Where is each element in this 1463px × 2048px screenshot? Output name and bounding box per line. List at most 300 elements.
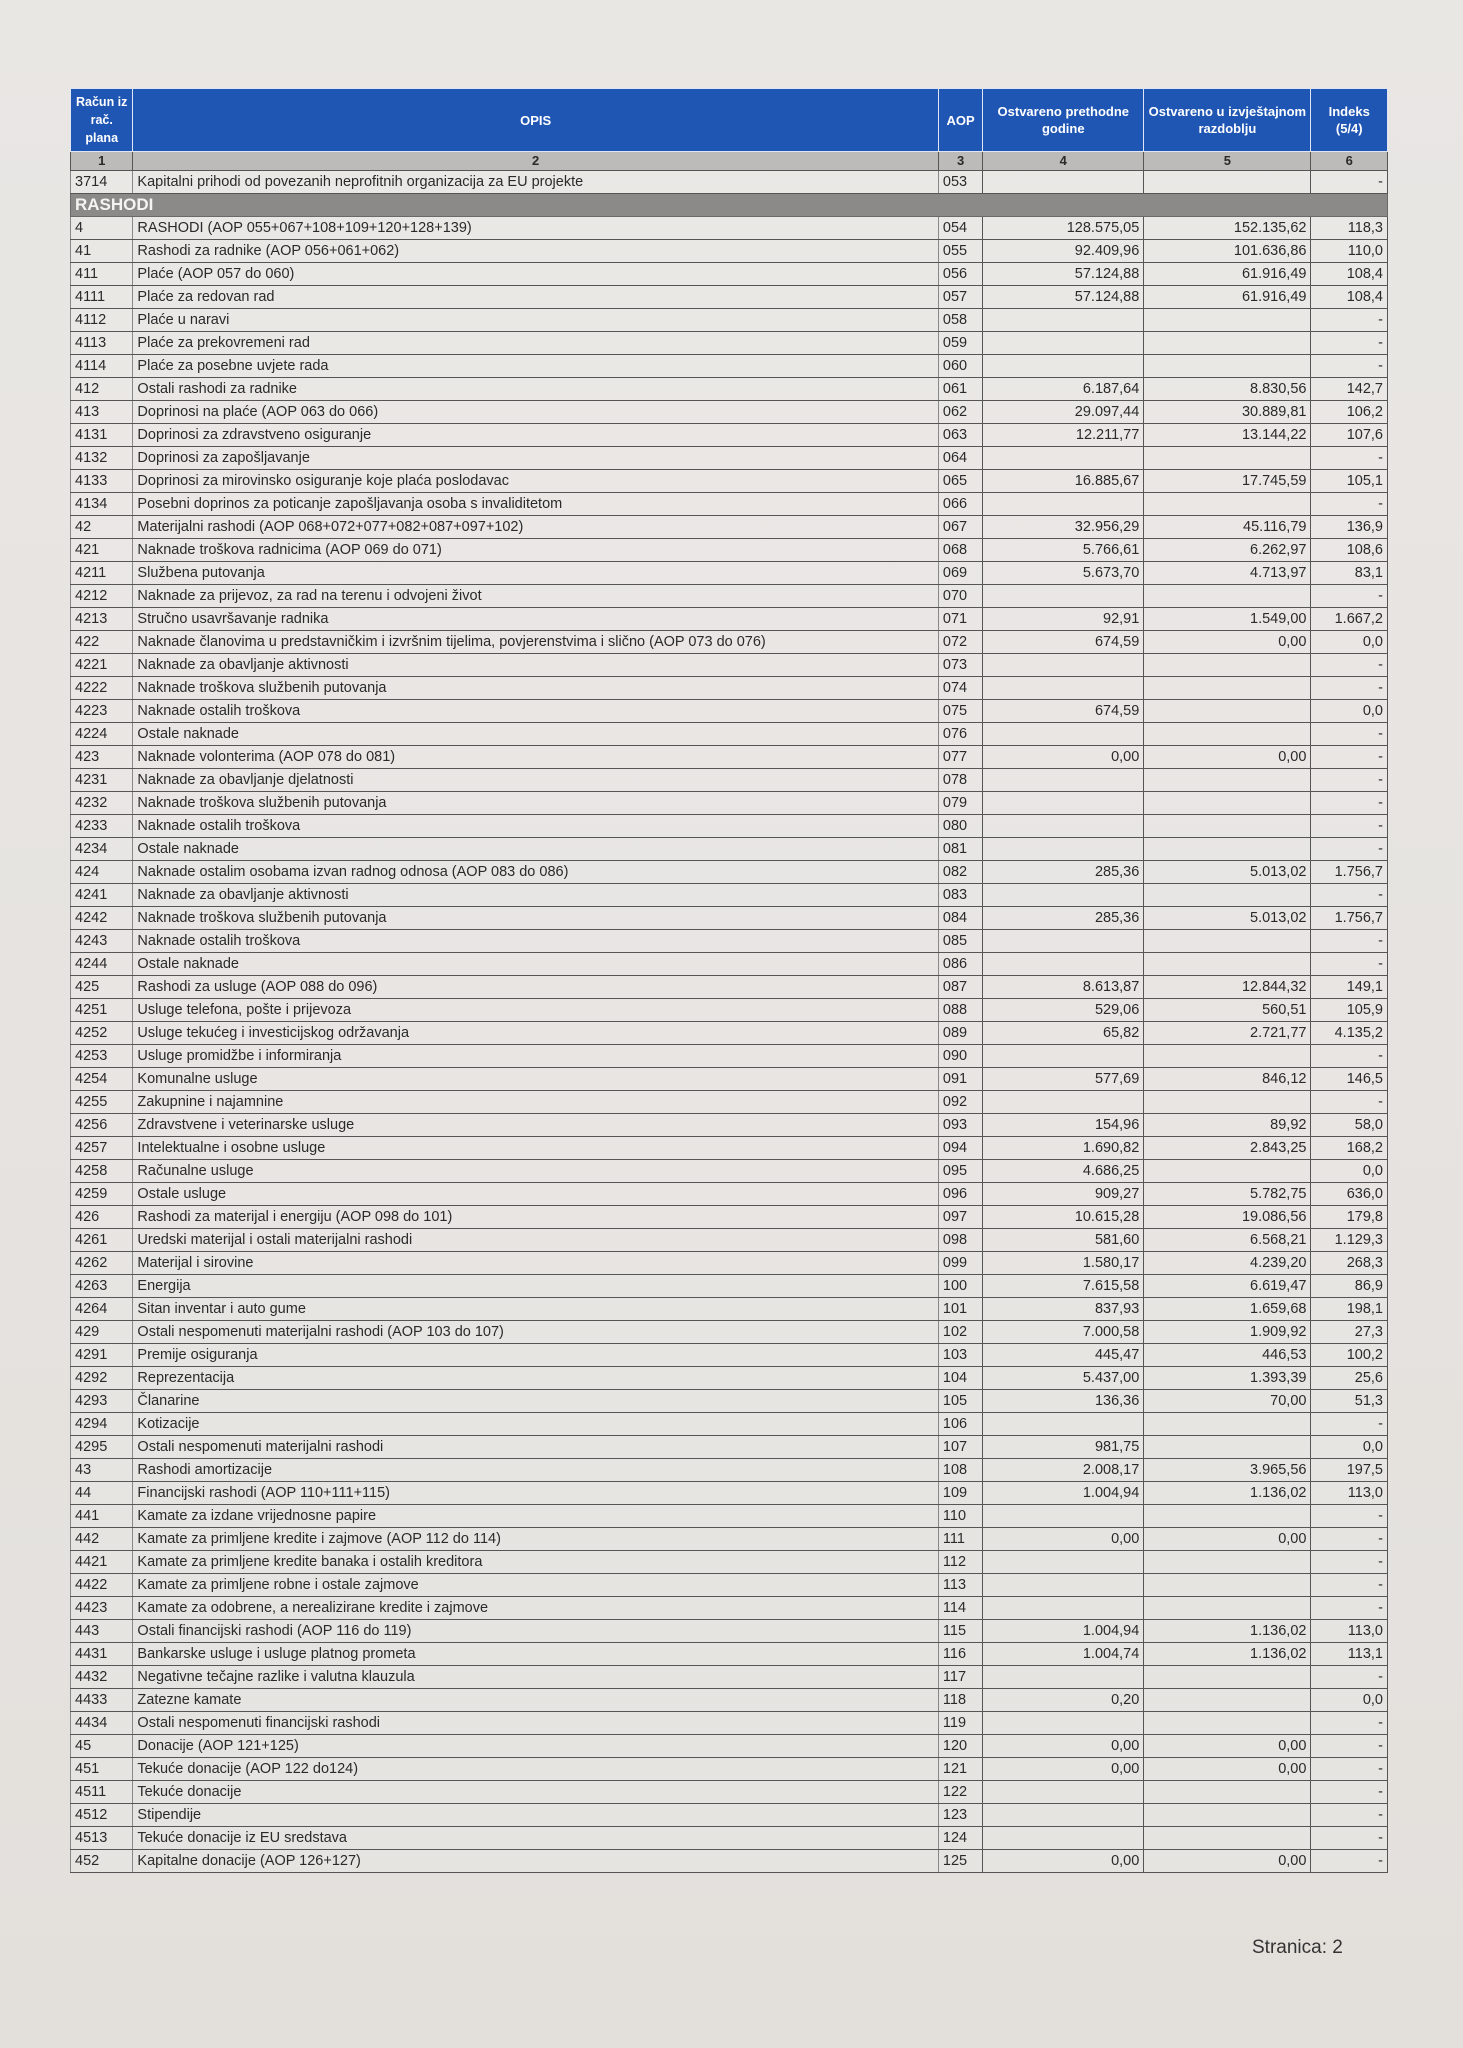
aop-cell: 096	[938, 1183, 982, 1206]
reporting-period-cell	[1144, 1781, 1311, 1804]
table-row	[71, 1620, 1388, 1643]
account-cell: 4131	[71, 424, 133, 447]
previous-year-cell: 674,59	[983, 700, 1144, 723]
index-cell: -	[1311, 1505, 1388, 1528]
account-cell: 4264	[71, 1298, 133, 1321]
aop-cell: 092	[938, 1091, 982, 1114]
description-cell: Ostale naknade	[133, 723, 939, 746]
description-cell: Donacije (AOP 121+125)	[133, 1735, 939, 1758]
index-cell: -	[1311, 447, 1388, 470]
index-cell: -	[1311, 1413, 1388, 1436]
aop-cell: 071	[938, 608, 982, 631]
table-row	[71, 286, 1388, 309]
aop-cell: 082	[938, 861, 982, 884]
account-cell: 422	[71, 631, 133, 654]
previous-year-cell: 128.575,05	[983, 217, 1144, 240]
previous-year-cell	[983, 171, 1144, 194]
previous-year-cell: 16.885,67	[983, 470, 1144, 493]
reporting-period-cell: 1.659,68	[1144, 1298, 1311, 1321]
index-cell: 1.667,2	[1311, 608, 1388, 631]
description-cell: Doprinosi za zapošljavanje	[133, 447, 939, 470]
previous-year-cell: 8.613,87	[983, 976, 1144, 999]
table-row	[71, 1160, 1388, 1183]
previous-year-cell	[983, 654, 1144, 677]
account-cell: 426	[71, 1206, 133, 1229]
previous-year-cell	[983, 815, 1144, 838]
previous-year-cell: 4.686,25	[983, 1160, 1144, 1183]
previous-year-cell	[983, 1781, 1144, 1804]
previous-year-cell: 7.000,58	[983, 1321, 1144, 1344]
reporting-period-cell: 0,00	[1144, 1758, 1311, 1781]
account-cell: 4224	[71, 723, 133, 746]
reporting-period-cell	[1144, 1160, 1311, 1183]
aop-cell: 094	[938, 1137, 982, 1160]
description-cell: Usluge telefona, pošte i prijevoza	[133, 999, 939, 1022]
table-row	[71, 1804, 1388, 1827]
aop-cell: 111	[938, 1528, 982, 1551]
account-cell: 43	[71, 1459, 133, 1482]
table-row	[71, 838, 1388, 861]
table-row	[71, 263, 1388, 286]
aop-cell: 120	[938, 1735, 982, 1758]
index-cell: -	[1311, 1528, 1388, 1551]
reporting-period-cell: 1.136,02	[1144, 1643, 1311, 1666]
aop-cell: 079	[938, 792, 982, 815]
aop-cell: 063	[938, 424, 982, 447]
reporting-period-cell: 17.745,59	[1144, 470, 1311, 493]
index-cell: -	[1311, 769, 1388, 792]
table-row	[71, 1022, 1388, 1045]
aop-cell: 098	[938, 1229, 982, 1252]
previous-year-cell: 1.004,94	[983, 1620, 1144, 1643]
reporting-period-cell	[1144, 332, 1311, 355]
description-cell: Službena putovanja	[133, 562, 939, 585]
aop-cell: 108	[938, 1459, 982, 1482]
index-cell: 106,2	[1311, 401, 1388, 424]
table-row	[71, 677, 1388, 700]
reporting-period-cell	[1144, 1551, 1311, 1574]
index-cell: -	[1311, 1574, 1388, 1597]
description-cell: Materijalni rashodi (AOP 068+072+077+082+087+097+102)	[133, 516, 939, 539]
index-cell: 113,1	[1311, 1643, 1388, 1666]
account-cell: 4431	[71, 1643, 133, 1666]
index-cell: -	[1311, 1712, 1388, 1735]
aop-cell: 078	[938, 769, 982, 792]
column-number: 3	[938, 152, 982, 171]
table-row	[71, 1758, 1388, 1781]
previous-year-cell: 7.615,58	[983, 1275, 1144, 1298]
account-cell: 4244	[71, 953, 133, 976]
table-row	[71, 1344, 1388, 1367]
reporting-period-cell: 5.013,02	[1144, 861, 1311, 884]
previous-year-cell	[983, 1551, 1144, 1574]
reporting-period-cell	[1144, 1712, 1311, 1735]
account-cell: 4512	[71, 1804, 133, 1827]
aop-cell: 113	[938, 1574, 982, 1597]
description-cell: Rashodi za radnike (AOP 056+061+062)	[133, 240, 939, 263]
description-cell: Ostali nespomenuti materijalni rashodi (AOP 103 do 107)	[133, 1321, 939, 1344]
previous-year-cell	[983, 1712, 1144, 1735]
description-cell: Naknade za obavljanje aktivnosti	[133, 654, 939, 677]
index-cell: -	[1311, 953, 1388, 976]
aop-cell: 105	[938, 1390, 982, 1413]
description-cell: Ostale naknade	[133, 838, 939, 861]
aop-cell: 114	[938, 1597, 982, 1620]
aop-cell: 053	[938, 171, 982, 194]
description-cell: Rashodi amortizacije	[133, 1459, 939, 1482]
index-cell: 0,0	[1311, 1436, 1388, 1459]
account-cell: 4253	[71, 1045, 133, 1068]
aop-cell: 083	[938, 884, 982, 907]
reporting-period-cell	[1144, 723, 1311, 746]
table-row	[71, 1666, 1388, 1689]
aop-cell: 064	[938, 447, 982, 470]
account-cell: 4241	[71, 884, 133, 907]
aop-cell: 119	[938, 1712, 982, 1735]
description-cell: Naknade ostalim osobama izvan radnog odnosa (AOP 083 do 086)	[133, 861, 939, 884]
reporting-period-cell	[1144, 654, 1311, 677]
index-cell: 1.129,3	[1311, 1229, 1388, 1252]
description-cell: Naknade ostalih troškova	[133, 930, 939, 953]
table-row	[71, 355, 1388, 378]
reporting-period-cell: 1.549,00	[1144, 608, 1311, 631]
column-number: 2	[133, 152, 939, 171]
aop-cell: 102	[938, 1321, 982, 1344]
account-cell: 4231	[71, 769, 133, 792]
account-cell: 4232	[71, 792, 133, 815]
table-row	[71, 1091, 1388, 1114]
description-cell: Doprinosi za zdravstveno osiguranje	[133, 424, 939, 447]
account-cell: 4263	[71, 1275, 133, 1298]
reporting-period-cell: 4.239,20	[1144, 1252, 1311, 1275]
description-cell: Naknade ostalih troškova	[133, 700, 939, 723]
table-row	[71, 1528, 1388, 1551]
table-row	[71, 378, 1388, 401]
reporting-period-cell	[1144, 815, 1311, 838]
reporting-period-cell: 6.619,47	[1144, 1275, 1311, 1298]
description-cell: Negativne tečajne razlike i valutna klauzula	[133, 1666, 939, 1689]
description-cell: Usluge tekućeg i investicijskog održavanja	[133, 1022, 939, 1045]
index-cell: -	[1311, 493, 1388, 516]
table-row	[71, 1367, 1388, 1390]
index-cell: -	[1311, 585, 1388, 608]
column-number: 5	[1144, 152, 1311, 171]
previous-year-cell	[983, 332, 1144, 355]
index-cell: -	[1311, 1597, 1388, 1620]
reporting-period-cell: 1.393,39	[1144, 1367, 1311, 1390]
description-cell: Usluge promidžbe i informiranja	[133, 1045, 939, 1068]
previous-year-cell: 1.004,94	[983, 1482, 1144, 1505]
previous-year-cell: 581,60	[983, 1229, 1144, 1252]
account-cell: 4242	[71, 907, 133, 930]
previous-year-cell	[983, 309, 1144, 332]
table-row	[71, 1689, 1388, 1712]
table-row	[71, 631, 1388, 654]
index-cell: 58,0	[1311, 1114, 1388, 1137]
account-cell: 4233	[71, 815, 133, 838]
column-number-row	[71, 152, 1388, 171]
previous-year-cell	[983, 677, 1144, 700]
reporting-period-cell: 45.116,79	[1144, 516, 1311, 539]
description-cell: Zatezne kamate	[133, 1689, 939, 1712]
table-row	[71, 1321, 1388, 1344]
aop-cell: 066	[938, 493, 982, 516]
aop-cell: 117	[938, 1666, 982, 1689]
aop-cell: 072	[938, 631, 982, 654]
description-cell: Materijal i sirovine	[133, 1252, 939, 1275]
index-cell: 113,0	[1311, 1620, 1388, 1643]
description-cell: Naknade članovima u predstavničkim i izvršnim tijelima, povjerenstvima i slično (AOP 073 do 076)	[133, 631, 939, 654]
table-row	[71, 999, 1388, 1022]
expense-report-table	[70, 88, 1388, 1873]
description-cell: Rashodi za materijal i energiju (AOP 098 do 101)	[133, 1206, 939, 1229]
header-description: OPIS	[133, 89, 939, 152]
previous-year-cell	[983, 355, 1144, 378]
table-row	[71, 1275, 1388, 1298]
aop-cell: 110	[938, 1505, 982, 1528]
reporting-period-cell	[1144, 1413, 1311, 1436]
account-cell: 443	[71, 1620, 133, 1643]
index-cell: 0,0	[1311, 631, 1388, 654]
table-row	[71, 654, 1388, 677]
previous-year-cell: 10.615,28	[983, 1206, 1144, 1229]
table-row	[71, 1206, 1388, 1229]
table-row	[71, 700, 1388, 723]
aop-cell: 068	[938, 539, 982, 562]
aop-cell: 123	[938, 1804, 982, 1827]
reporting-period-cell	[1144, 171, 1311, 194]
aop-cell: 112	[938, 1551, 982, 1574]
account-cell: 412	[71, 378, 133, 401]
header-row	[71, 89, 1388, 152]
previous-year-cell: 909,27	[983, 1183, 1144, 1206]
previous-year-cell: 0,00	[983, 1528, 1144, 1551]
section-title: RASHODI	[71, 194, 1388, 217]
index-cell: 268,3	[1311, 1252, 1388, 1275]
reporting-period-cell	[1144, 884, 1311, 907]
index-cell: -	[1311, 1045, 1388, 1068]
previous-year-cell: 92.409,96	[983, 240, 1144, 263]
previous-year-cell	[983, 1597, 1144, 1620]
previous-year-cell: 837,93	[983, 1298, 1144, 1321]
table-row	[71, 907, 1388, 930]
account-cell: 411	[71, 263, 133, 286]
previous-year-cell: 5.766,61	[983, 539, 1144, 562]
account-cell: 421	[71, 539, 133, 562]
account-cell: 4257	[71, 1137, 133, 1160]
aop-cell: 087	[938, 976, 982, 999]
reporting-period-cell: 6.568,21	[1144, 1229, 1311, 1252]
column-number: 1	[71, 152, 133, 171]
index-cell: 113,0	[1311, 1482, 1388, 1505]
table-row	[71, 1850, 1388, 1873]
table-row	[71, 792, 1388, 815]
previous-year-cell	[983, 1413, 1144, 1436]
index-cell: 1.756,7	[1311, 907, 1388, 930]
description-cell: Naknade za obavljanje djelatnosti	[133, 769, 939, 792]
description-cell: Doprinosi na plaće (AOP 063 do 066)	[133, 401, 939, 424]
previous-year-cell	[983, 838, 1144, 861]
description-cell: Kamate za primljene robne i ostale zajmove	[133, 1574, 939, 1597]
reporting-period-cell	[1144, 953, 1311, 976]
index-cell: 100,2	[1311, 1344, 1388, 1367]
account-cell: 4234	[71, 838, 133, 861]
reporting-period-cell: 12.844,32	[1144, 976, 1311, 999]
account-cell: 4421	[71, 1551, 133, 1574]
description-cell: Ostali rashodi za radnike	[133, 378, 939, 401]
account-cell: 4258	[71, 1160, 133, 1183]
description-cell: Kamate za odobrene, a nerealizirane kredite i zajmove	[133, 1597, 939, 1620]
account-cell: 4212	[71, 585, 133, 608]
account-cell: 4111	[71, 286, 133, 309]
previous-year-cell: 0,00	[983, 1758, 1144, 1781]
description-cell: Posebni doprinos za poticanje zapošljavanja osoba s invaliditetom	[133, 493, 939, 516]
previous-year-cell: 0,00	[983, 1735, 1144, 1758]
index-cell: -	[1311, 792, 1388, 815]
description-cell: Premije osiguranja	[133, 1344, 939, 1367]
reporting-period-cell	[1144, 769, 1311, 792]
reporting-period-cell: 1.136,02	[1144, 1482, 1311, 1505]
aop-cell: 067	[938, 516, 982, 539]
aop-cell: 058	[938, 309, 982, 332]
index-cell: 4.135,2	[1311, 1022, 1388, 1045]
index-cell: -	[1311, 1758, 1388, 1781]
aop-cell: 056	[938, 263, 982, 286]
description-cell: Plaće u naravi	[133, 309, 939, 332]
table-row	[71, 424, 1388, 447]
aop-cell: 054	[938, 217, 982, 240]
reporting-period-cell	[1144, 838, 1311, 861]
reporting-period-cell	[1144, 1091, 1311, 1114]
description-cell: Plaće za posebne uvjete rada	[133, 355, 939, 378]
previous-year-cell	[983, 1827, 1144, 1850]
aop-cell: 061	[938, 378, 982, 401]
index-cell: -	[1311, 1735, 1388, 1758]
description-cell: Zakupnine i najamnine	[133, 1091, 939, 1114]
table-row	[71, 1643, 1388, 1666]
table-row	[71, 930, 1388, 953]
table-row	[71, 1735, 1388, 1758]
reporting-period-cell	[1144, 700, 1311, 723]
description-cell: Stipendije	[133, 1804, 939, 1827]
previous-year-cell: 1.004,74	[983, 1643, 1144, 1666]
reporting-period-cell: 3.965,56	[1144, 1459, 1311, 1482]
description-cell: Ostali nespomenuti materijalni rashodi	[133, 1436, 939, 1459]
index-cell: 86,9	[1311, 1275, 1388, 1298]
description-cell: Rashodi za usluge (AOP 088 do 096)	[133, 976, 939, 999]
description-cell: Sitan inventar i auto gume	[133, 1298, 939, 1321]
account-cell: 4513	[71, 1827, 133, 1850]
previous-year-cell: 285,36	[983, 861, 1144, 884]
aop-cell: 062	[938, 401, 982, 424]
table-row	[71, 585, 1388, 608]
previous-year-cell: 2.008,17	[983, 1459, 1144, 1482]
account-cell: 4292	[71, 1367, 133, 1390]
previous-year-cell	[983, 953, 1144, 976]
reporting-period-cell: 1.136,02	[1144, 1620, 1311, 1643]
column-number: 6	[1311, 152, 1388, 171]
aop-cell: 069	[938, 562, 982, 585]
account-cell: 413	[71, 401, 133, 424]
description-cell: Kapitalne donacije (AOP 126+127)	[133, 1850, 939, 1873]
account-cell: 4114	[71, 355, 133, 378]
index-cell: -	[1311, 838, 1388, 861]
previous-year-cell: 136,36	[983, 1390, 1144, 1413]
index-cell: -	[1311, 746, 1388, 769]
description-cell: Naknade za prijevoz, za rad na terenu i odvojeni život	[133, 585, 939, 608]
table-row	[71, 217, 1388, 240]
index-cell: 0,0	[1311, 1160, 1388, 1183]
account-cell: 4511	[71, 1781, 133, 1804]
aop-cell: 055	[938, 240, 982, 263]
account-cell: 4243	[71, 930, 133, 953]
description-cell: Intelektualne i osobne usluge	[133, 1137, 939, 1160]
previous-year-cell: 0,00	[983, 1850, 1144, 1873]
table-row	[71, 309, 1388, 332]
description-cell: Kotizacije	[133, 1413, 939, 1436]
aop-cell: 089	[938, 1022, 982, 1045]
previous-year-cell	[983, 792, 1144, 815]
previous-year-cell: 5.437,00	[983, 1367, 1144, 1390]
description-cell: Naknade troškova službenih putovanja	[133, 907, 939, 930]
account-cell: 4112	[71, 309, 133, 332]
column-number: 4	[983, 152, 1144, 171]
description-cell: Zdravstvene i veterinarske usluge	[133, 1114, 939, 1137]
reporting-period-cell	[1144, 1436, 1311, 1459]
reporting-period-cell: 4.713,97	[1144, 562, 1311, 585]
description-cell: Doprinosi za mirovinsko osiguranje koje plaća poslodavac	[133, 470, 939, 493]
index-cell: 0,0	[1311, 700, 1388, 723]
previous-year-cell: 57.124,88	[983, 286, 1144, 309]
reporting-period-cell	[1144, 792, 1311, 815]
table-row	[71, 953, 1388, 976]
account-cell: 41	[71, 240, 133, 263]
aop-cell: 073	[938, 654, 982, 677]
aop-cell: 122	[938, 1781, 982, 1804]
account-cell: 4294	[71, 1413, 133, 1436]
description-cell: Naknade ostalih troškova	[133, 815, 939, 838]
account-cell: 4	[71, 217, 133, 240]
previous-year-cell: 529,06	[983, 999, 1144, 1022]
table-row	[71, 1390, 1388, 1413]
index-cell: -	[1311, 1827, 1388, 1850]
account-cell: 4132	[71, 447, 133, 470]
account-cell: 451	[71, 1758, 133, 1781]
index-cell: -	[1311, 1804, 1388, 1827]
description-cell: Naknade za obavljanje aktivnosti	[133, 884, 939, 907]
reporting-period-cell: 5.013,02	[1144, 907, 1311, 930]
table-row	[71, 1505, 1388, 1528]
aop-cell: 115	[938, 1620, 982, 1643]
header-previous-year: Ostvareno prethodne godine	[983, 89, 1144, 152]
table-row	[71, 171, 1388, 194]
previous-year-cell: 154,96	[983, 1114, 1144, 1137]
aop-cell: 101	[938, 1298, 982, 1321]
description-cell: Kamate za primljene kredite banaka i ostalih kreditora	[133, 1551, 939, 1574]
index-cell: 198,1	[1311, 1298, 1388, 1321]
reporting-period-cell: 8.830,56	[1144, 378, 1311, 401]
aop-cell: 109	[938, 1482, 982, 1505]
index-cell: 107,6	[1311, 424, 1388, 447]
account-cell: 4255	[71, 1091, 133, 1114]
aop-cell: 060	[938, 355, 982, 378]
description-cell: Ostali financijski rashodi (AOP 116 do 119)	[133, 1620, 939, 1643]
aop-cell: 074	[938, 677, 982, 700]
previous-year-cell: 57.124,88	[983, 263, 1144, 286]
previous-year-cell	[983, 1666, 1144, 1689]
index-cell: -	[1311, 884, 1388, 907]
aop-cell: 099	[938, 1252, 982, 1275]
